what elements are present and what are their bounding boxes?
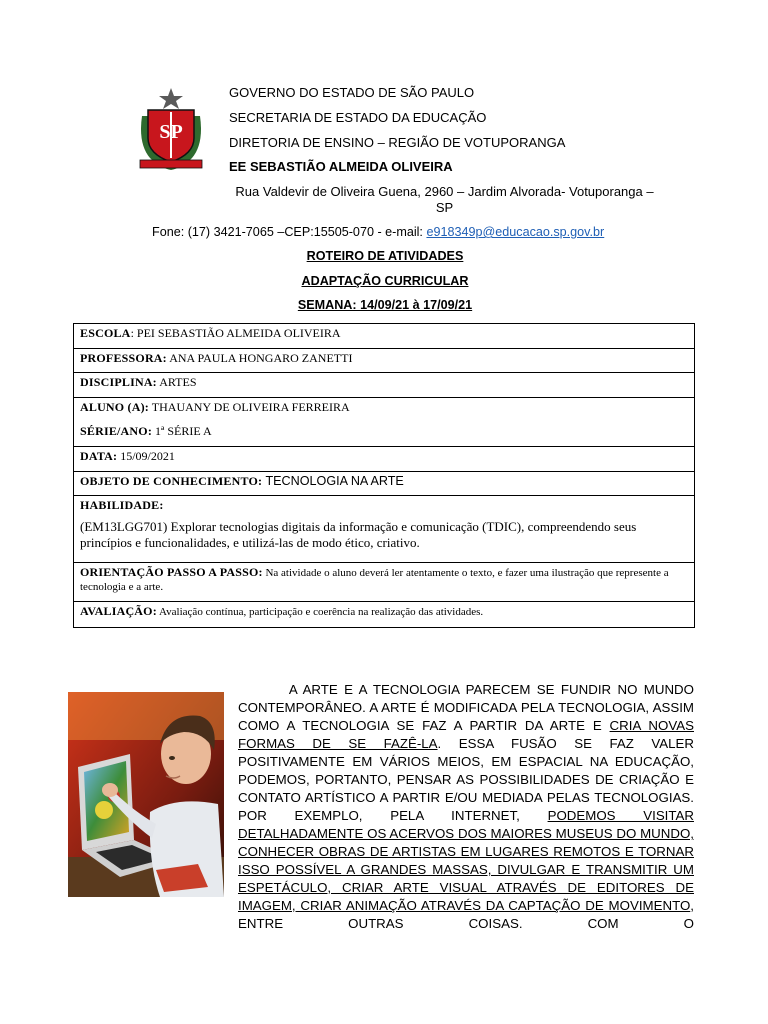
header-line-directorate: DIRETORIA DE ENSINO – REGIÃO DE VOTUPORANGA — [229, 135, 566, 150]
header-line-secretariat: SECRETARIA DE ESTADO DA EDUCAÇÃO — [229, 110, 487, 125]
professora-value: ANA PAULA HONGARO ZANETTI — [166, 351, 353, 365]
article-text — [238, 681, 694, 933]
row-professora — [74, 349, 694, 373]
orientacao-text: Na atividade o aluno deverá ler atentamente o texto, e fazer uma ilustração que represente a tecnologia e a arte. — [80, 567, 669, 593]
professora-label: PROFESSORA: — [80, 351, 167, 365]
data-value: 15/09/2021 — [117, 449, 175, 463]
row-orientacao — [74, 563, 694, 602]
data-label: DATA: — [80, 449, 118, 463]
row-habilidade — [74, 496, 694, 563]
article-segment-3: , ENTRE OUTRAS COISAS. COM O — [238, 898, 694, 931]
row-avaliacao — [74, 602, 694, 627]
row-disciplina — [74, 373, 694, 398]
avaliacao-label: AVALIAÇÃO: — [80, 604, 157, 618]
disciplina-value: ARTES — [156, 375, 197, 389]
header-line-government: GOVERNO DO ESTADO DE SÃO PAULO — [229, 85, 475, 100]
aluno-value: THAUANY DE OLIVEIRA FERREIRA — [149, 400, 350, 414]
article-segment-1: A ARTE E A TECNOLOGIA PARECEM SE FUNDIR NO MUNDO CONTEMPORÂNEO. A ARTE É MODIFICADA PELA TECNOLOGIA, ASSIM COMO A TECNOLOGIA SE FAZ A PARTIR DA ARTE E — [238, 682, 694, 733]
email-link[interactable]: e918349p@educacao.sp.gov.br — [426, 225, 605, 239]
escola-value: : PEI SEBASTIÃO ALMEIDA OLIVEIRA — [130, 326, 341, 340]
row-aluno-serie — [74, 398, 694, 447]
article-underlined-2: PODEMOS VISITAR DETALHADAMENTE OS ACERVOS DOS MAIORES MUSEUS DO MUNDO, CONHECER OBRAS DE ARTISTAS EM LUGARES REMOTOS E TORNAR ISSO POSSÍVEL A GRANDES MASSAS, DIVULGAR E TRANSMITIR UM ESPETÁCULO, CRIAR ARTE VISUAL ATRAVÉS DE EDITORES DE IMAGEM, CRIAR ANIMAÇÃO ATRAVÉS DA CAPTAÇÃO DE MOVIMENTO — [238, 808, 694, 913]
crest-letters: SP — [159, 121, 183, 143]
serie-value: 1ª SÉRIE A — [152, 424, 212, 438]
contact-phone-cep: Fone: (17) 3421-7065 –CEP:15505-070 - e-mail: — [152, 225, 427, 239]
row-objeto — [74, 472, 694, 496]
habilidade-label: HABILIDADE: — [80, 498, 164, 512]
header-address: Rua Valdevir de Oliveira Guena, 2960 – Jardim Alvorada- Votuporanga – SP — [235, 184, 654, 215]
info-table — [73, 323, 695, 628]
title-adaptacao: ADAPTAÇÃO CURRICULAR — [301, 274, 469, 288]
habilidade-text: (EM13LGG701) Explorar tecnologias digitais da informação e comunicação (TDIC), compreendendo seus princípios e funcionalidades, e utilizá-las de modo ético, criativo. — [80, 519, 637, 550]
title-semana: SEMANA: 14/09/21 à 17/09/21 — [297, 298, 473, 312]
row-data — [74, 447, 694, 472]
row-escola — [74, 324, 694, 349]
sao-paulo-crest-logo — [132, 86, 210, 176]
header-school-name: EE SEBASTIÃO ALMEIDA OLIVEIRA — [229, 159, 453, 174]
article-paragraph — [238, 681, 694, 933]
title-roteiro: ROTEIRO DE ATIVIDADES — [306, 249, 464, 263]
disciplina-label: DISCIPLINA: — [80, 375, 157, 389]
aluno-line — [80, 400, 688, 415]
article-underlined-1: CRIA NOVAS FORMAS DE SE FAZÊ-LA — [238, 718, 694, 751]
serie-line — [80, 424, 688, 439]
orientacao-label: ORIENTAÇÃO PASSO A PASSO: — [80, 565, 263, 579]
objeto-label: OBJETO DE CONHECIMENTO: — [80, 474, 263, 488]
serie-label: SÉRIE/ANO: — [80, 424, 153, 438]
photo-man-with-laptop — [68, 692, 224, 897]
avaliacao-text: Avaliação contínua, participação e coerência na realização das atividades. — [156, 606, 484, 618]
objeto-value: TECNOLOGIA NA ARTE — [262, 474, 404, 488]
escola-label: ESCOLA — [80, 326, 131, 340]
header-contact — [152, 225, 604, 239]
article-segment-2: . ESSA FUSÃO SE FAZ VALER POSITIVAMENTE EM VÁRIOS MEIOS, EM ESPACIAL NA EDUCAÇÃO, PODEMOS, PORTANTO, PENSAR AS POSSIBILIDADES DE CRIAÇÃO E CONTATO ARTÍSTICO A PARTIR E/OU MEDIADA PELAS TECNOLOGIAS. POR EXEMPLO, PELA INTERNET, — [238, 736, 694, 823]
aluno-label: ALUNO (A): — [80, 400, 149, 414]
